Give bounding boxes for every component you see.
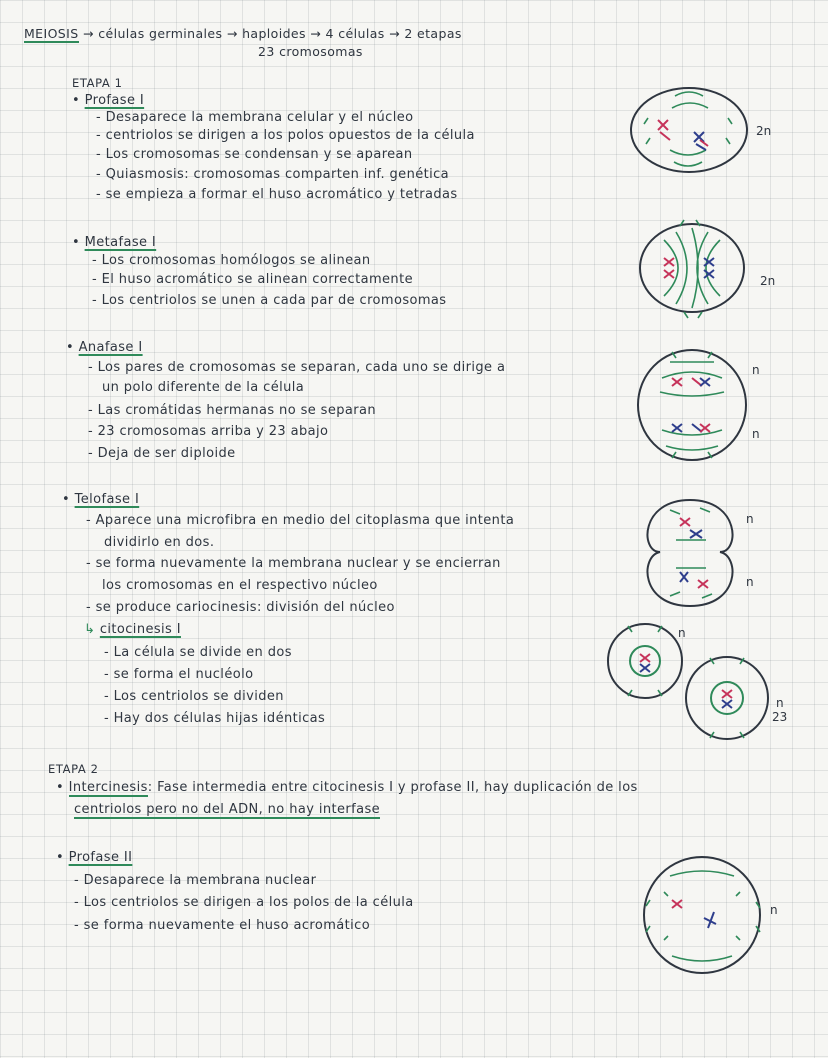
list-item: - Los centriolos se dividen — [104, 689, 284, 704]
ploidy-label: n — [752, 363, 760, 377]
ploidy-label: n — [770, 903, 778, 917]
ploidy-label: n — [752, 427, 760, 441]
intercinesis-term: Intercinesis — [68, 780, 148, 795]
ploidy-label: 2n — [756, 124, 772, 138]
profase-1-heading: • Profase I — [72, 93, 145, 108]
list-item: - Los cromosomas homólogos se alinean — [92, 253, 371, 268]
meiosis-title: MEIOSIS — [24, 26, 79, 41]
list-item: dividirlo en dos. — [104, 535, 215, 550]
ploidy-label: 2n — [760, 274, 776, 288]
profase-2-heading: • Profase II — [56, 850, 133, 865]
profase-2-title: Profase II — [68, 850, 133, 865]
chromosome-count-label: 23 — [772, 710, 788, 724]
list-item: - Hay dos células hijas idénticas — [104, 711, 326, 726]
ploidy-label: n — [746, 575, 754, 589]
etapa-1-label: ETAPA 1 — [72, 76, 123, 90]
anafase-1-title: Anafase I — [78, 340, 143, 355]
list-item: - se forma nuevamente el huso acromático — [74, 918, 371, 933]
citocinesis-1-title: citocinesis I — [99, 622, 181, 637]
anafase-1-heading: • Anafase I — [66, 340, 143, 355]
intercinesis-line: • Intercinesis: Fase intermedia entre citocinesis I y profase II, hay duplicación de los — [56, 780, 638, 795]
list-item: - Los cromosomas se condensan y se aparean — [96, 147, 413, 162]
list-item: - El huso acromático se alinean correctamente — [92, 272, 413, 287]
list-item: - Desaparece la membrana celular y el núcleo — [96, 110, 414, 125]
flow-step: haploides — [242, 26, 306, 41]
list-item: - Los pares de cromosomas se separan, cada uno se dirige a — [88, 360, 506, 375]
metafase-1-heading: • Metafase I — [72, 235, 157, 250]
flow-arrow: → — [82, 26, 94, 41]
ploidy-label: n — [776, 696, 784, 710]
flow-step: células germinales — [98, 26, 223, 41]
list-item: - La célula se divide en dos — [104, 645, 292, 660]
list-item: - Deja de ser diploide — [88, 446, 236, 461]
list-item: - centriolos se dirigen a los polos opuestos de la célula — [96, 128, 475, 143]
list-item: - Aparece una microfibra en medio del citoplasma que intenta — [86, 513, 515, 528]
telofase-1-title: Telofase I — [74, 492, 140, 507]
list-item: - se forma nuevamente la membrana nuclear y se encierran — [86, 556, 501, 571]
flow-step: 4 células — [325, 26, 385, 41]
list-item: - Los centriolos se unen a cada par de cromosomas — [92, 293, 447, 308]
list-item: - se forma el nucléolo — [104, 667, 254, 682]
list-item: - Desaparece la membrana nuclear — [74, 873, 317, 888]
list-item: - se produce cariocinesis: división del núcleo — [86, 600, 395, 615]
ploidy-label: n — [746, 512, 754, 526]
list-item: - 23 cromosomas arriba y 23 abajo — [88, 424, 329, 439]
citocinesis-1-heading: ↳ citocinesis I — [84, 622, 181, 637]
list-item: - Quiasmosis: cromosomas comparten inf. genética — [96, 167, 450, 182]
meiosis-header: MEIOSIS → células germinales → haploides → 4 células → 2 etapas — [24, 26, 462, 41]
intercinesis-line-2: centriolos pero no del ADN, no hay interfase — [74, 802, 381, 817]
etapa-2-label: ETAPA 2 — [48, 762, 99, 776]
flow-step: 2 etapas — [404, 26, 462, 41]
list-item: los cromosomas en el respectivo núcleo — [102, 578, 378, 593]
profase-1-title: Profase I — [84, 93, 145, 108]
list-item: - se empieza a formar el huso acromático y tetradas — [96, 187, 458, 202]
ploidy-label: n — [678, 626, 686, 640]
metafase-1-title: Metafase I — [84, 235, 157, 250]
list-item: - Las cromátidas hermanas no se separan — [88, 403, 377, 418]
header-subtitle: 23 cromosomas — [258, 44, 363, 59]
telofase-1-heading: • Telofase I — [62, 492, 140, 507]
list-item: un polo diferente de la célula — [102, 380, 305, 395]
list-item: - Los centriolos se dirigen a los polos de la célula — [74, 895, 414, 910]
